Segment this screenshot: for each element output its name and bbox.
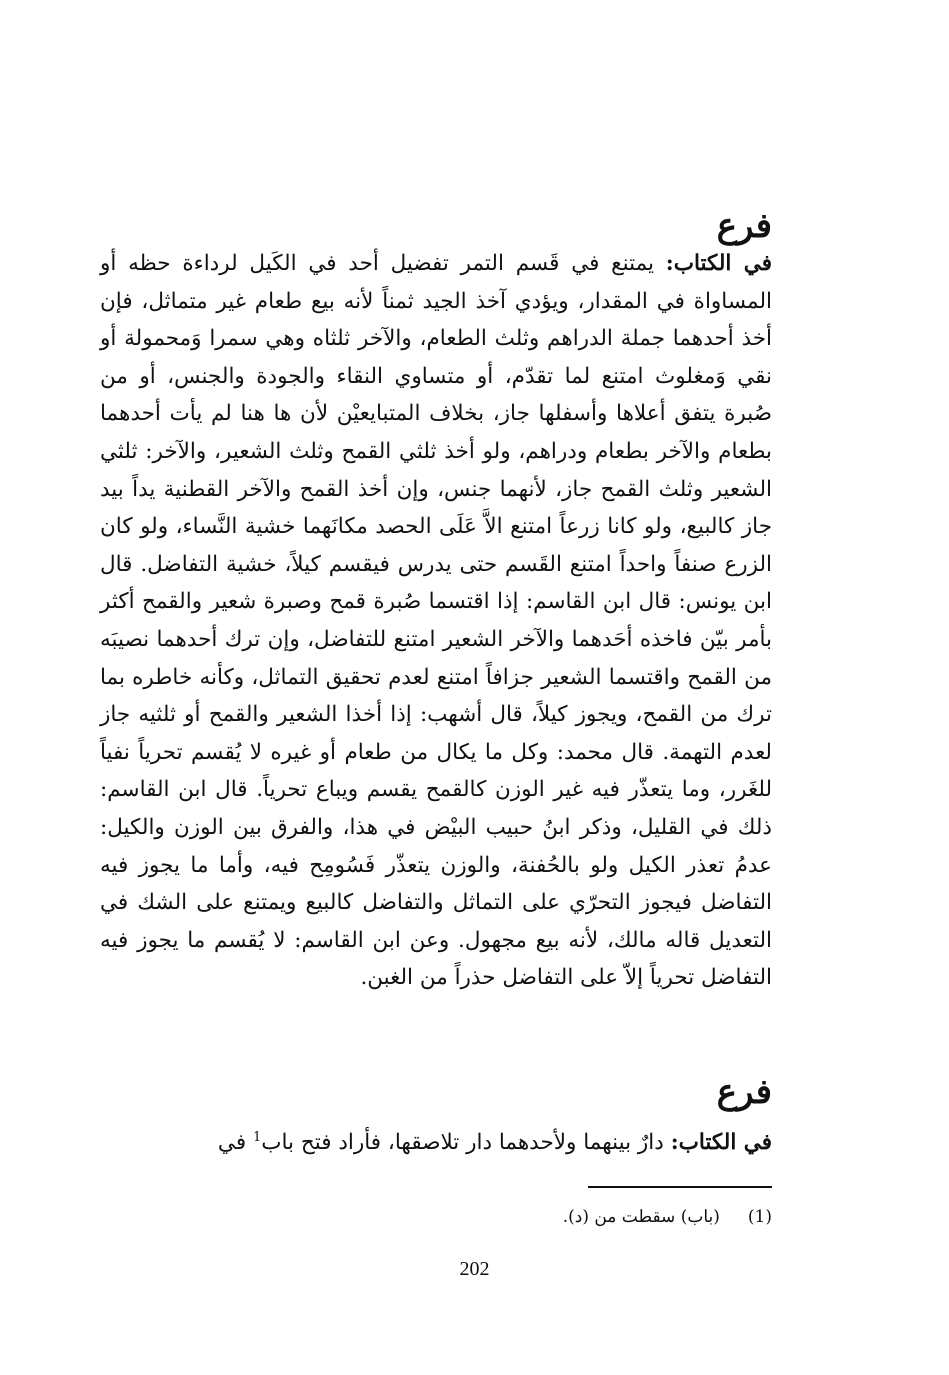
paragraph-1 bbox=[100, 245, 772, 997]
paragraph-1-body: يمتنع في قَسم التمر تفضيل أحد في الكَيل لرداءة حظه أو المساواة في المقدار، ويؤدي آخذ الجيد ثمناً لأنه بيع طعام غير متماثل، فإن أخذ أحدهما جملة الدراهم وثلث الطعام، والآخر ثلثاه وهي سمرا وَمحمولة أو نقي وَمغلوث امتنع لما تقدّم، أو متساوي النقاء والجودة والجنس، أو من صُبرة يتفق أعلاها وأسفلها جاز، بخلاف المتبايعيْن لأن ها هنا لم يأت أحدهما بطعام والآخر بطعام ودراهم، ولو أخذ ثلثي القمح وثلث الشعير، والآخر: ثلثي الشعير وثلث القمح جاز، لأنهما جنس، وإن أخذ القمح والآخر القطنية يداً بيد جاز كالبيع، ولو كانا زرعاً امتنع الاَّ عَلَى الحصد مكانَهما خشية النَّساء، ولو كان الزرع صنفاً واحداً امتنع القَسم حتى يدرس فيقسم كيلاً، خشية التفاضل. قال ابن يونس: قال ابن القاسم: إذا اقتسما صُبرة قمح وصبرة شعير والقمح أكثر بأمر بيّن فاخذه أحَدهما والآخر الشعير امتنع للتفاضل، وإن ترك أحدهما نصيبَه من القمح واقتسما الشعير جزافاً امتنع لعدم تحقيق التماثل، وكأنه خاطره بما ترك من القمح، ويجوز كيلاً، قال أشهب: إذا أخذا الشعير والقمح أو ثلثيه جاز لعدم التهمة. قال محمد: وكل ما يكال من طعام أو غيره لا يُقسم تحرياً نفياً للغَرر، وما يتعذّر فيه غير الوزن كالقمح يقسم ويباع تحرياً. قال ابن القاسم: ذلك في القليل، وذكر ابنُ حبيب البيْض في هذا، والفرق بين الوزن والكيل: عدمُ تعذر الكيل ولو بالحُفنة، والوزن يتعذّر فَسُومِح فيه، وأما ما يجوز فيه التفاضل فيجوز التحرّي على التماثل والتفاضل كالبيع ويمتنع على الشك في التعديل قاله مالك، لأنه بيع مجهول. وعن ابن القاسم: لا يُقسم ما يجوز فيه التفاضل تحرياً إلاّ على التفاضل حذراً من الغبن. bbox=[100, 251, 772, 991]
paragraph-2-body-after: في bbox=[217, 1130, 247, 1155]
footnote bbox=[563, 1204, 772, 1230]
section-heading-2: فرع bbox=[716, 1072, 772, 1112]
paragraph-2-body-before: دارٌ بينهما ولأحدهما دار تلاصقها، فأراد فتح باب bbox=[261, 1130, 664, 1155]
footnote-reference: 1 bbox=[252, 1129, 262, 1145]
paragraph-1-lead: في الكتاب: bbox=[665, 251, 773, 276]
section-heading-1: فرع bbox=[716, 206, 772, 246]
paragraph-2 bbox=[100, 1124, 772, 1162]
footnote-divider bbox=[588, 1186, 772, 1188]
footnote-number: (1) bbox=[747, 1207, 772, 1227]
paragraph-2-lead: في الكتاب: bbox=[670, 1130, 772, 1155]
page-content bbox=[100, 0, 772, 1375]
footnote-text: (باب) سقطت من (د). bbox=[562, 1207, 720, 1227]
page-number: 202 bbox=[459, 1258, 490, 1280]
